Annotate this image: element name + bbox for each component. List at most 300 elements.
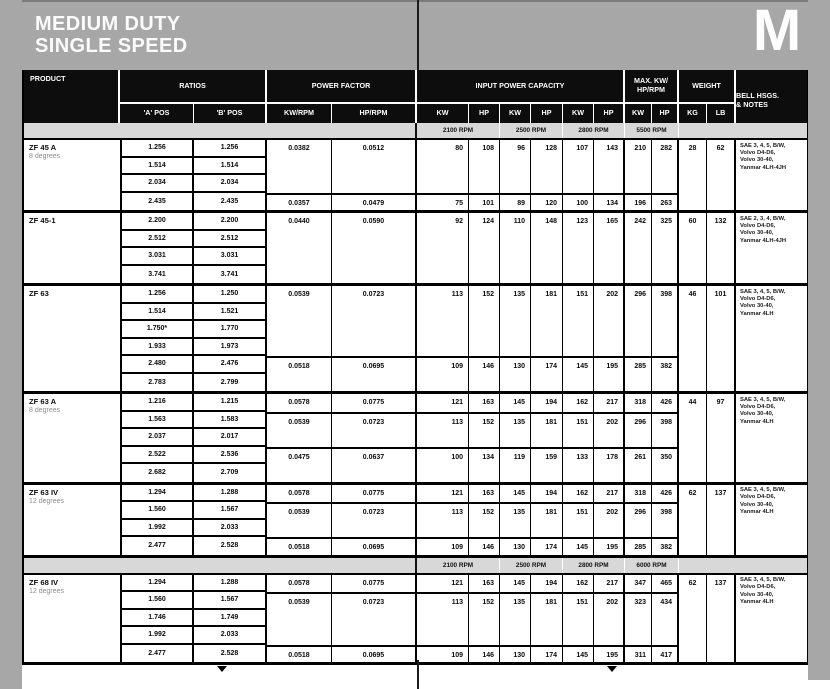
input-power-cell-value: 152	[482, 418, 494, 426]
input-power-cell	[563, 193, 594, 211]
product-block	[24, 485, 807, 558]
input-power-cell-value: 202	[606, 291, 618, 299]
notes-cell	[736, 575, 807, 663]
max-hp-cell-value: 426	[660, 399, 672, 407]
input-power-cell-value: 162	[576, 579, 588, 587]
input-power-cell	[417, 537, 469, 555]
power-factor-hp-cell-value: 0.0723	[362, 291, 385, 299]
input-power-cell-value: 80	[455, 145, 463, 153]
weight-lb-cell	[707, 485, 736, 555]
product-block	[24, 140, 807, 213]
max-kw-cell	[625, 412, 652, 447]
subheader-hp: HP	[469, 104, 500, 123]
product-name: ZF 45-1	[29, 216, 56, 225]
notes-cell	[736, 140, 807, 210]
ratio-a-cell: 1.992	[120, 520, 194, 538]
input-power-cell	[417, 356, 469, 391]
power-factor-hp-cell-value: 0.0775	[362, 489, 385, 497]
max-kw-cell	[625, 592, 652, 645]
ratio-a-cell: 2.200	[120, 213, 194, 231]
weight-lb-cell-value: 137	[714, 579, 727, 587]
input-power-cell	[594, 592, 625, 645]
input-power-cell-value: 130	[513, 651, 525, 659]
input-power-cell-value: 108	[482, 145, 494, 153]
power-factor-kw-cell	[267, 213, 332, 283]
input-power-cell	[417, 394, 469, 412]
input-power-cell-value: 130	[513, 544, 525, 552]
header-cell-ratios: RATIOS	[120, 70, 267, 104]
weight-kg-cell-value: 62	[688, 579, 697, 587]
power-factor-hp-cell-value: 0.0695	[362, 544, 385, 552]
input-power-cell-value: 148	[545, 218, 557, 226]
ratio-b-cell: 2.709	[194, 464, 267, 482]
power-factor-hp-cell-value: 0.0479	[362, 199, 385, 207]
input-power-cell	[531, 356, 563, 391]
max-hp-cell-value: 434	[660, 599, 672, 607]
max-kw-cell-value: 296	[634, 418, 646, 426]
header-cell-weight: WEIGHT	[679, 70, 736, 104]
ratio-a-cell: 1.750*	[120, 321, 194, 339]
input-power-cell-value: 120	[545, 199, 557, 207]
subheader-hp: HP	[594, 104, 625, 123]
input-power-cell-value: 217	[606, 579, 618, 587]
header-cell-bell-line: BELL HSGS.	[736, 91, 779, 101]
power-factor-hp-cell	[332, 592, 417, 645]
weight-kg-cell	[679, 575, 707, 663]
max-hp-cell	[652, 356, 679, 391]
ratio-b-cell: 2.435	[194, 193, 267, 211]
power-factor-hp-cell-value: 0.0723	[362, 509, 385, 517]
weight-lb-cell-value: 137	[714, 489, 727, 497]
max-kw-cell	[625, 502, 652, 537]
max-hp-cell	[652, 140, 679, 193]
ratio-b-cell: 2.476	[194, 356, 267, 374]
input-power-cell	[469, 575, 500, 593]
header-cell-power-factor: POWER FACTOR	[267, 70, 417, 104]
input-power-cell	[531, 193, 563, 211]
input-power-cell	[417, 412, 469, 447]
notes-line: Yanmar 4LH	[740, 310, 774, 317]
max-kw-cell	[625, 193, 652, 211]
weight-kg-cell-value: 46	[688, 291, 697, 299]
ratio-a-cell: 1.560	[120, 502, 194, 520]
input-power-cell-value: 181	[545, 291, 557, 299]
input-power-cell-value: 163	[482, 399, 494, 407]
input-power-cell	[563, 394, 594, 412]
input-power-cell-value: 113	[451, 599, 463, 607]
input-power-cell	[500, 645, 531, 663]
power-factor-kw-cell-value: 0.0518	[288, 651, 310, 659]
input-power-cell	[563, 502, 594, 537]
header-cell-max-line: MAX. KW/	[634, 76, 668, 86]
input-power-cell	[594, 286, 625, 356]
input-power-cell	[594, 645, 625, 663]
ratio-a-cell: 1.746	[120, 610, 194, 628]
input-power-cell-value: 151	[576, 509, 588, 517]
product-block	[24, 286, 807, 394]
power-factor-kw-cell	[267, 592, 332, 645]
input-power-cell	[469, 394, 500, 412]
ratio-a-cell: 3.031	[120, 248, 194, 266]
ratio-a-cell: 2.480	[120, 356, 194, 374]
input-power-cell-value: 152	[482, 291, 494, 299]
ratio-b-cell: 2.200	[194, 213, 267, 231]
input-power-cell	[469, 592, 500, 645]
ratio-a-cell: 3.741	[120, 266, 194, 284]
input-power-cell-value: 145	[576, 363, 588, 371]
rpm-band	[24, 123, 807, 140]
input-power-cell-value: 152	[482, 599, 494, 607]
ratio-b-cell: 3.741	[194, 266, 267, 284]
rpm-band-filler-left	[24, 558, 417, 573]
input-power-cell-value: 145	[576, 544, 588, 552]
page-title	[35, 13, 188, 57]
input-power-cell-value: 92	[455, 218, 463, 226]
notes-line: Yanmar 4LH	[740, 418, 774, 425]
max-hp-cell-value: 465	[660, 579, 672, 587]
ratio-a-cell: 1.294	[120, 485, 194, 503]
input-power-cell-value: 195	[606, 363, 618, 371]
header-cell-max-line: HP/RPM	[637, 85, 665, 94]
max-kw-cell-value: 242	[634, 218, 646, 226]
weight-lb-cell	[707, 140, 736, 210]
product-name: ZF 68 IV	[29, 577, 59, 587]
notes-line: SAE 3, 4, 5, B/W,	[740, 142, 786, 149]
input-power-cell	[417, 447, 469, 482]
power-factor-kw-cell-value: 0.0539	[288, 291, 310, 299]
ratio-a-cell: 1.294	[120, 575, 194, 593]
rpm-band-filler-right	[679, 123, 807, 138]
notes-cell	[736, 286, 807, 391]
weight-lb-cell-value: 132	[714, 218, 727, 226]
input-power-cell	[469, 286, 500, 356]
ratio-a-cell: 2.435	[120, 193, 194, 211]
input-power-cell	[417, 575, 469, 593]
notes-line: Volvo 30-40,	[740, 303, 774, 310]
section-letter: M	[752, 0, 802, 63]
power-factor-kw-cell-value: 0.0539	[288, 509, 310, 517]
product-subtitle: 12 degrees	[29, 497, 65, 505]
input-power-cell	[563, 575, 594, 593]
input-power-cell-value: 146	[482, 651, 494, 659]
power-factor-hp-cell-value: 0.0695	[362, 651, 385, 659]
power-factor-hp-cell	[332, 193, 417, 211]
power-factor-hp-cell	[332, 575, 417, 593]
power-factor-kw-cell-value: 0.0578	[288, 489, 310, 497]
input-power-cell	[469, 502, 500, 537]
input-power-cell	[500, 485, 531, 503]
power-factor-kw-cell	[267, 394, 332, 412]
ratio-a-cell: 2.477	[120, 537, 194, 555]
subheader-kw: KW	[563, 104, 594, 123]
input-power-cell	[531, 140, 563, 193]
ratio-a-cell: 1.563	[120, 412, 194, 430]
power-factor-kw-cell	[267, 575, 332, 593]
notes-line: SAE 2, 3, 4, B/W,	[740, 215, 786, 222]
ratio-a-cell: 2.034	[120, 175, 194, 193]
power-factor-kw-cell	[267, 412, 332, 447]
product-name: ZF 63	[29, 289, 49, 298]
notes-line: SAE 3, 4, 5, B/W,	[740, 577, 786, 583]
input-power-cell-value: 163	[482, 489, 494, 497]
max-kw-cell	[625, 140, 652, 193]
continuation-marker-left	[217, 666, 227, 672]
notes-line: Yanmar 4LH	[740, 509, 774, 516]
input-power-cell	[417, 485, 469, 503]
input-power-cell	[563, 140, 594, 193]
input-power-cell-value: 101	[482, 199, 494, 207]
power-factor-kw-cell-value: 0.0440	[288, 218, 310, 226]
input-power-cell-value: 174	[545, 651, 557, 659]
input-power-cell	[417, 592, 469, 645]
input-power-cell	[469, 412, 500, 447]
input-power-cell-value: 96	[517, 145, 525, 153]
input-power-cell-value: 202	[606, 599, 618, 607]
max-kw-cell-value: 347	[634, 579, 646, 587]
rpm-label-2500: 2500 RPM	[500, 123, 563, 138]
product-block	[24, 213, 807, 286]
ratio-a-cell: 2.477	[120, 645, 194, 663]
input-power-cell	[500, 193, 531, 211]
power-factor-kw-cell-value: 0.0382	[288, 145, 310, 153]
weight-kg-cell-value: 62	[688, 489, 697, 497]
ratio-a-cell: 2.512	[120, 231, 194, 249]
power-factor-hp-cell	[332, 286, 417, 356]
input-power-cell-value: 113	[451, 418, 463, 426]
ratio-b-cell: 1.770	[194, 321, 267, 339]
ratio-b-cell: 1.567	[194, 502, 267, 520]
input-power-cell	[500, 592, 531, 645]
power-factor-kw-cell	[267, 286, 332, 356]
max-hp-cell-value: 350	[660, 453, 672, 461]
input-power-cell-value: 181	[545, 418, 557, 426]
input-power-cell	[531, 412, 563, 447]
subheader-max-hp: HP	[652, 104, 679, 123]
input-power-cell	[594, 537, 625, 555]
power-factor-kw-cell	[267, 502, 332, 537]
weight-kg-cell	[679, 140, 707, 210]
notes-line: Volvo 30-40,	[740, 157, 774, 164]
max-kw-cell	[625, 537, 652, 555]
power-factor-hp-cell-value: 0.0637	[362, 453, 385, 461]
page-title-line2: SINGLE SPEED	[35, 35, 188, 57]
input-power-cell-value: 195	[606, 544, 618, 552]
input-power-cell-value: 159	[545, 453, 557, 461]
input-power-cell-value: 121	[451, 489, 463, 497]
product-cell	[24, 286, 120, 391]
ratio-b-cell: 1.250	[194, 286, 267, 304]
input-power-cell-value: 145	[513, 489, 525, 497]
ratio-b-cell: 1.288	[194, 575, 267, 593]
product-name: ZF 45 A	[29, 143, 57, 152]
ratio-a-cell: 1.256	[120, 286, 194, 304]
power-factor-hp-cell-value: 0.0775	[362, 579, 385, 587]
ratio-a-cell: 2.522	[120, 447, 194, 465]
input-power-cell-value: 113	[451, 291, 463, 299]
max-hp-cell	[652, 412, 679, 447]
notes-line: Volvo D4-D6,	[740, 584, 776, 591]
product-cell	[24, 485, 120, 555]
page-divider-line-bottom	[417, 660, 419, 689]
ratio-a-cell: 1.992	[120, 627, 194, 645]
notes-cell	[736, 394, 807, 482]
notes-line: Volvo 30-40,	[740, 501, 774, 508]
weight-kg-cell-value: 44	[688, 399, 697, 407]
weight-lb-cell	[707, 394, 736, 482]
power-factor-kw-cell-value: 0.0539	[288, 599, 310, 607]
input-power-cell	[500, 394, 531, 412]
input-power-cell-value: 110	[513, 218, 525, 226]
power-factor-kw-cell-value: 0.0357	[288, 199, 310, 207]
input-power-cell-value: 100	[576, 199, 588, 207]
input-power-cell	[594, 575, 625, 593]
input-power-cell-value: 109	[451, 651, 463, 659]
power-factor-kw-cell	[267, 645, 332, 663]
notes-line: SAE 3, 4, 5, B/W,	[740, 487, 786, 493]
product-block	[24, 575, 807, 666]
input-power-cell	[594, 447, 625, 482]
power-factor-hp-cell	[332, 502, 417, 537]
input-power-cell-value: 130	[513, 363, 525, 371]
ratio-b-cell: 1.215	[194, 394, 267, 412]
product-cell	[24, 140, 120, 210]
left-margin	[0, 0, 22, 689]
power-factor-kw-cell	[267, 485, 332, 503]
input-power-cell	[417, 213, 469, 283]
notes-line: Volvo D4-D6,	[740, 403, 776, 410]
power-factor-hp-cell-value: 0.0723	[362, 599, 385, 607]
max-hp-cell-value: 325	[660, 218, 672, 226]
power-factor-hp-cell-value: 0.0775	[362, 399, 385, 407]
product-cell	[24, 575, 120, 663]
ratio-b-cell: 2.033	[194, 520, 267, 538]
notes-cell	[736, 213, 807, 283]
input-power-cell-value: 119	[513, 453, 525, 461]
input-power-cell	[500, 213, 531, 283]
weight-lb-cell	[707, 286, 736, 391]
input-power-cell-value: 135	[513, 418, 525, 426]
notes-line: SAE 3, 4, 5, B/W,	[740, 396, 786, 403]
max-kw-cell	[625, 356, 652, 391]
max-hp-cell	[652, 394, 679, 412]
input-power-cell-value: 151	[576, 291, 588, 299]
header-cell-bell-housings	[736, 70, 807, 123]
rpm-label-max: 5500 RPM	[625, 123, 679, 138]
input-power-cell	[500, 575, 531, 593]
rpm-band	[24, 558, 807, 575]
continuation-marker-right	[607, 666, 617, 672]
power-factor-hp-cell	[332, 537, 417, 555]
input-power-cell	[469, 485, 500, 503]
product-cell	[24, 394, 120, 482]
notes-line: Volvo D4-D6,	[740, 295, 776, 302]
ratio-b-cell: 1.521	[194, 304, 267, 322]
max-hp-cell-value: 398	[660, 291, 672, 299]
input-power-cell	[469, 213, 500, 283]
max-kw-cell-value: 196	[634, 199, 646, 207]
max-kw-cell-value: 285	[634, 363, 646, 371]
weight-kg-cell	[679, 286, 707, 391]
weight-kg-cell	[679, 213, 707, 283]
input-power-cell	[469, 193, 500, 211]
notes-line: Volvo D4-D6,	[740, 222, 776, 229]
input-power-cell-value: 174	[545, 363, 557, 371]
input-power-cell-value: 151	[576, 599, 588, 607]
input-power-cell	[469, 140, 500, 193]
max-hp-cell-value: 263	[660, 199, 672, 207]
max-hp-cell	[652, 537, 679, 555]
notes-line: Volvo D4-D6,	[740, 494, 776, 501]
input-power-cell-value: 194	[545, 489, 557, 497]
ratio-b-cell: 1.256	[194, 140, 267, 158]
input-power-cell-value: 178	[606, 453, 618, 461]
input-power-cell-value: 128	[545, 145, 557, 153]
power-factor-kw-cell-value: 0.0518	[288, 544, 310, 552]
ratio-b-cell: 2.799	[194, 374, 267, 392]
ratio-b-cell: 1.749	[194, 610, 267, 628]
input-power-cell-value: 174	[545, 544, 557, 552]
subheader-max-kw: KW	[625, 104, 652, 123]
weight-lb-cell-value: 101	[714, 291, 727, 299]
product-cell	[24, 213, 120, 283]
input-power-cell-value: 113	[451, 509, 463, 517]
input-power-cell	[531, 575, 563, 593]
subheader-lb: LB	[707, 104, 736, 123]
product-name: ZF 63 IV	[29, 487, 59, 497]
rpm-label-2800: 2800 RPM	[563, 123, 625, 138]
input-power-cell-value: 217	[606, 489, 618, 497]
max-hp-cell-value: 382	[660, 544, 672, 552]
power-factor-hp-cell	[332, 140, 417, 193]
product-subtitle: 8 degrees	[29, 153, 61, 160]
weight-kg-cell-value: 28	[688, 145, 697, 153]
max-hp-cell	[652, 286, 679, 356]
weight-lb-cell-value: 97	[716, 399, 725, 407]
power-factor-hp-cell-value: 0.0695	[362, 363, 385, 371]
power-factor-hp-cell-value: 0.0723	[362, 418, 385, 426]
power-factor-kw-cell	[267, 356, 332, 391]
input-power-cell	[594, 193, 625, 211]
input-power-cell	[531, 645, 563, 663]
ratio-b-cell: 2.512	[194, 231, 267, 249]
notes-line: Volvo 30-40,	[740, 411, 774, 418]
input-power-cell	[531, 502, 563, 537]
input-power-cell	[563, 537, 594, 555]
ratio-a-cell: 1.933	[120, 339, 194, 357]
subheader-hp-rpm: HP/RPM	[332, 104, 417, 123]
ratio-a-cell: 2.037	[120, 429, 194, 447]
input-power-cell	[417, 645, 469, 663]
header-cell-product: PRODUCT	[24, 70, 120, 123]
input-power-cell-value: 181	[545, 509, 557, 517]
page-title-line1: MEDIUM DUTY	[35, 13, 181, 35]
header-cell-bell-line: & NOTES	[736, 100, 768, 109]
subheader-hp: HP	[531, 104, 563, 123]
header-cell-max	[625, 70, 679, 104]
input-power-cell	[417, 502, 469, 537]
input-power-cell-value: 135	[513, 509, 525, 517]
input-power-cell-value: 151	[576, 418, 588, 426]
max-kw-cell	[625, 394, 652, 412]
input-power-cell	[500, 356, 531, 391]
input-power-cell-value: 100	[451, 453, 463, 461]
input-power-cell-value: 145	[513, 579, 525, 587]
input-power-cell	[531, 213, 563, 283]
subheader-kw-rpm: KW/RPM	[267, 104, 332, 123]
power-factor-hp-cell	[332, 485, 417, 503]
notes-line: Yanmar 4LH-4JH	[740, 237, 787, 244]
max-kw-cell-value: 323	[634, 599, 646, 607]
